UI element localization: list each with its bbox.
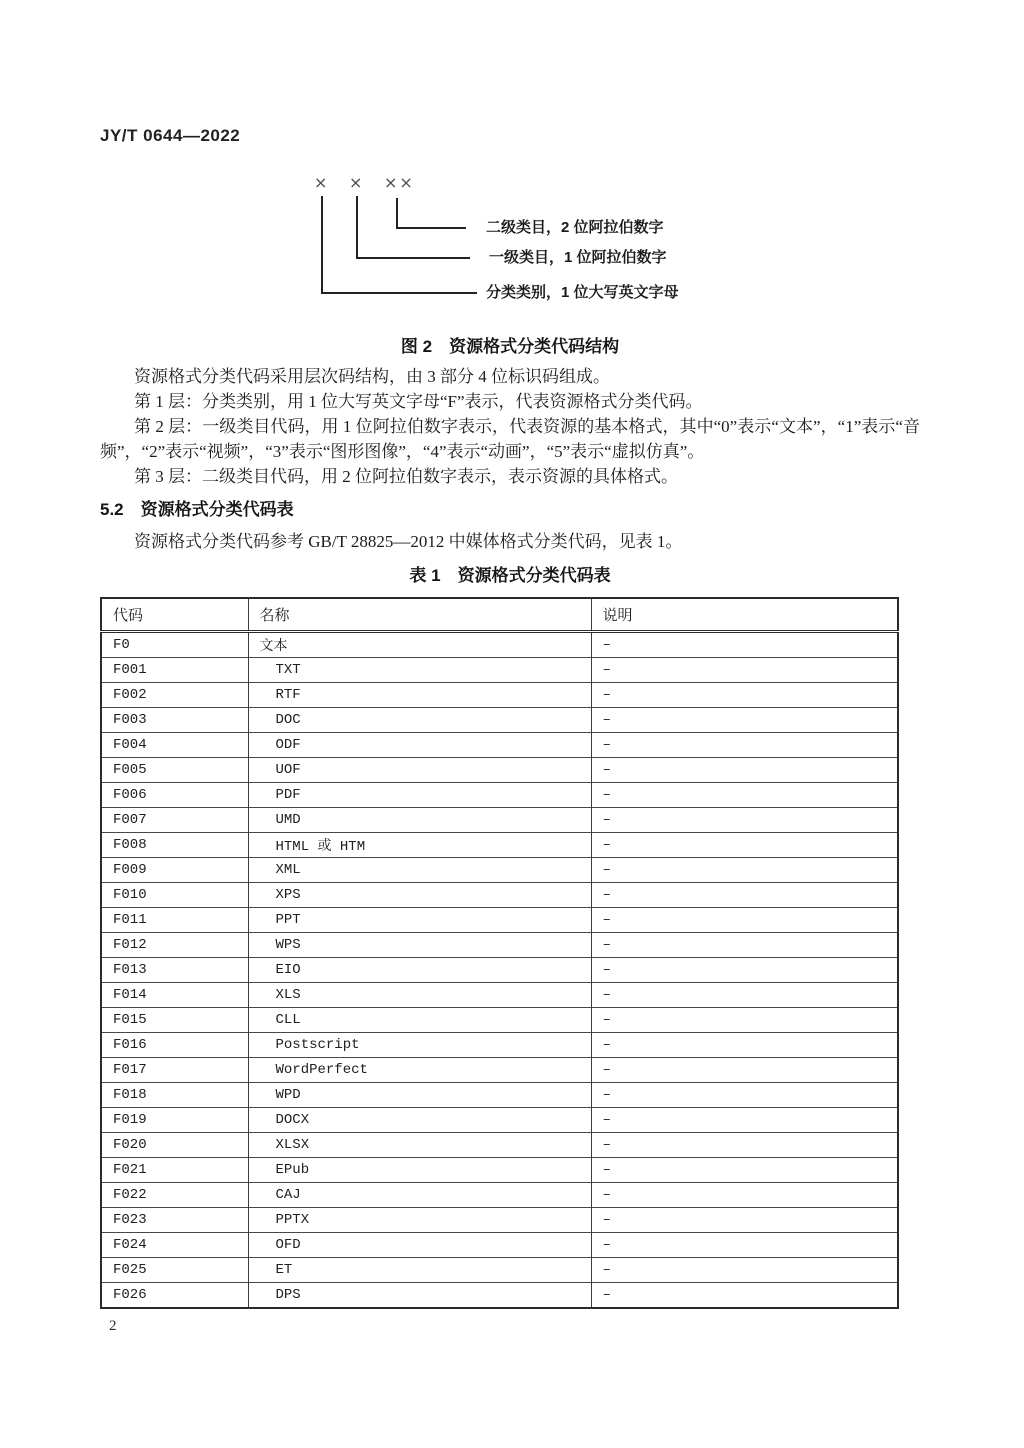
table-row: [101, 1083, 898, 1108]
description-cell: –: [591, 1258, 898, 1283]
name-cell: XLS: [248, 983, 591, 1008]
description-cell: –: [591, 632, 898, 658]
name-cell: CLL: [248, 1008, 591, 1033]
code-cell: F001: [101, 658, 248, 683]
table-row: [101, 858, 898, 883]
description-cell: –: [591, 708, 898, 733]
paragraph: 资源格式分类代码采用层次码结构，由 3 部分 4 位标识码组成。: [134, 367, 610, 386]
column-header-name: 名称: [248, 598, 591, 632]
code-cell: F009: [101, 858, 248, 883]
description-cell: –: [591, 1083, 898, 1108]
description-cell: –: [591, 933, 898, 958]
format-code-table: [100, 597, 899, 1309]
table-row: [101, 733, 898, 758]
column-header-description: 说明: [591, 598, 898, 632]
table-row: [101, 1033, 898, 1058]
code-cell: F003: [101, 708, 248, 733]
paragraph: 第 1 层：分类类别，用 1 位大写英文字母“F”表示，代表资源格式分类代码。: [134, 392, 703, 411]
table-caption: 表 1 资源格式分类代码表: [409, 566, 611, 585]
code-placeholder-symbol: ×: [314, 173, 330, 192]
description-cell: –: [591, 1233, 898, 1258]
table-row: [101, 833, 898, 858]
name-cell: XLSX: [248, 1133, 591, 1158]
description-cell: –: [591, 983, 898, 1008]
table-row: [101, 658, 898, 683]
name-cell: DPS: [248, 1283, 591, 1309]
code-placeholder-symbol: ××: [384, 173, 415, 192]
name-cell: Postscript: [248, 1033, 591, 1058]
name-cell: WPS: [248, 933, 591, 958]
code-cell: F008: [101, 833, 248, 858]
description-cell: –: [591, 658, 898, 683]
code-cell: F022: [101, 1183, 248, 1208]
figure-code-structure: [100, 173, 920, 316]
table-row: [101, 808, 898, 833]
name-cell: XML: [248, 858, 591, 883]
name-cell: RTF: [248, 683, 591, 708]
page-number: 2: [109, 1318, 117, 1334]
code-cell: F025: [101, 1258, 248, 1283]
table-row: [101, 1158, 898, 1183]
code-cell: F010: [101, 883, 248, 908]
code-cell: F016: [101, 1033, 248, 1058]
table-row: [101, 908, 898, 933]
description-cell: –: [591, 1108, 898, 1133]
description-cell: –: [591, 883, 898, 908]
table-row: [101, 983, 898, 1008]
table-row: [101, 758, 898, 783]
description-cell: –: [591, 783, 898, 808]
table-row: [101, 1108, 898, 1133]
code-cell: F013: [101, 958, 248, 983]
name-cell: WPD: [248, 1083, 591, 1108]
name-cell: HTML 或 HTM: [248, 833, 591, 858]
name-cell: PDF: [248, 783, 591, 808]
table-row: [101, 708, 898, 733]
code-cell: F006: [101, 783, 248, 808]
paragraph: 第 3 层：二级类目代码，用 2 位阿拉伯数字表示，表示资源的具体格式。: [134, 467, 678, 486]
code-placeholder-symbol: ×: [349, 173, 365, 192]
name-cell: EIO: [248, 958, 591, 983]
code-cell: F012: [101, 933, 248, 958]
format-table-body: [101, 632, 898, 1309]
description-cell: –: [591, 908, 898, 933]
table-header-row: [101, 598, 898, 632]
table-row: [101, 1183, 898, 1208]
name-cell: DOCX: [248, 1108, 591, 1133]
code-cell: F002: [101, 683, 248, 708]
table-row: [101, 1233, 898, 1258]
body-text-block: [100, 364, 920, 489]
code-cell: F014: [101, 983, 248, 1008]
description-cell: –: [591, 1158, 898, 1183]
name-cell: UOF: [248, 758, 591, 783]
diagram-connector-line: [396, 198, 398, 229]
diagram-connector-line: [321, 196, 323, 294]
table-row: [101, 883, 898, 908]
code-cell: F004: [101, 733, 248, 758]
diagram-label-primary-category: 一级类目，1 位阿拉伯数字: [489, 249, 667, 266]
column-header-code: 代码: [101, 598, 248, 632]
description-cell: –: [591, 683, 898, 708]
name-cell: OFD: [248, 1233, 591, 1258]
table-row: [101, 1008, 898, 1033]
code-cell: F019: [101, 1108, 248, 1133]
table-row: [101, 1283, 898, 1309]
table-row: [101, 783, 898, 808]
diagram-connector-line: [356, 196, 358, 259]
code-cell: F023: [101, 1208, 248, 1233]
diagram-label-class-type: 分类类别，1 位大写英文字母: [486, 284, 679, 301]
description-cell: –: [591, 1033, 898, 1058]
name-cell: PPTX: [248, 1208, 591, 1233]
name-cell: ODF: [248, 733, 591, 758]
table-row: [101, 1258, 898, 1283]
description-cell: –: [591, 1208, 898, 1233]
figure-caption: 图 2 资源格式分类代码结构: [400, 337, 620, 356]
table-row: [101, 933, 898, 958]
code-cell: F017: [101, 1058, 248, 1083]
paragraph: 资源格式分类代码参考 GB/T 28825—2012 中媒体格式分类代码，见表 1。: [134, 532, 683, 551]
description-cell: –: [591, 1283, 898, 1309]
table-row: [101, 1133, 898, 1158]
code-cell: F007: [101, 808, 248, 833]
diagram-connector-line: [396, 227, 466, 229]
description-cell: –: [591, 858, 898, 883]
table-row: [101, 958, 898, 983]
name-cell: UMD: [248, 808, 591, 833]
code-cell: F011: [101, 908, 248, 933]
name-cell: TXT: [248, 658, 591, 683]
description-cell: –: [591, 1058, 898, 1083]
description-cell: –: [591, 1008, 898, 1033]
description-cell: –: [591, 758, 898, 783]
description-cell: –: [591, 1133, 898, 1158]
name-cell: CAJ: [248, 1183, 591, 1208]
code-cell: F018: [101, 1083, 248, 1108]
diagram-connector-line: [321, 292, 477, 294]
name-cell: PPT: [248, 908, 591, 933]
code-cell: F0: [113, 637, 130, 653]
name-cell: WordPerfect: [248, 1058, 591, 1083]
code-cell: F021: [101, 1158, 248, 1183]
code-cell: F005: [101, 758, 248, 783]
table-row: [101, 632, 898, 658]
code-cell: F024: [101, 1233, 248, 1258]
description-cell: –: [591, 808, 898, 833]
name-cell: DOC: [248, 708, 591, 733]
code-cell: F020: [101, 1133, 248, 1158]
description-cell: –: [591, 1183, 898, 1208]
name-cell: EPub: [248, 1158, 591, 1183]
description-cell: –: [591, 958, 898, 983]
diagram-label-secondary-category: 二级类目，2 位阿拉伯数字: [486, 219, 664, 236]
paragraph: 第 2 层：一级类目代码，用 1 位阿拉伯数字表示，代表资源的基本格式，其中“0”表示“文本”，“1”表示“音频”，“2”表示“视频”，“3”表示“图形图像”，“4”表示“动画”，“5”表示“虚拟仿真”。: [100, 417, 920, 461]
description-cell: –: [591, 733, 898, 758]
table-row: [101, 1058, 898, 1083]
table-row: [101, 683, 898, 708]
code-cell: F026: [101, 1283, 248, 1309]
section-heading-5-2: 5.2 资源格式分类代码表: [100, 500, 294, 519]
diagram-connector-line: [356, 257, 470, 259]
name-cell: 文本: [248, 632, 591, 658]
code-cell: F015: [101, 1008, 248, 1033]
description-cell: –: [591, 833, 898, 858]
name-cell: XPS: [248, 883, 591, 908]
name-cell: ET: [248, 1258, 591, 1283]
standard-number: JY/T 0644—2022: [100, 126, 241, 145]
table-row: [101, 1208, 898, 1233]
